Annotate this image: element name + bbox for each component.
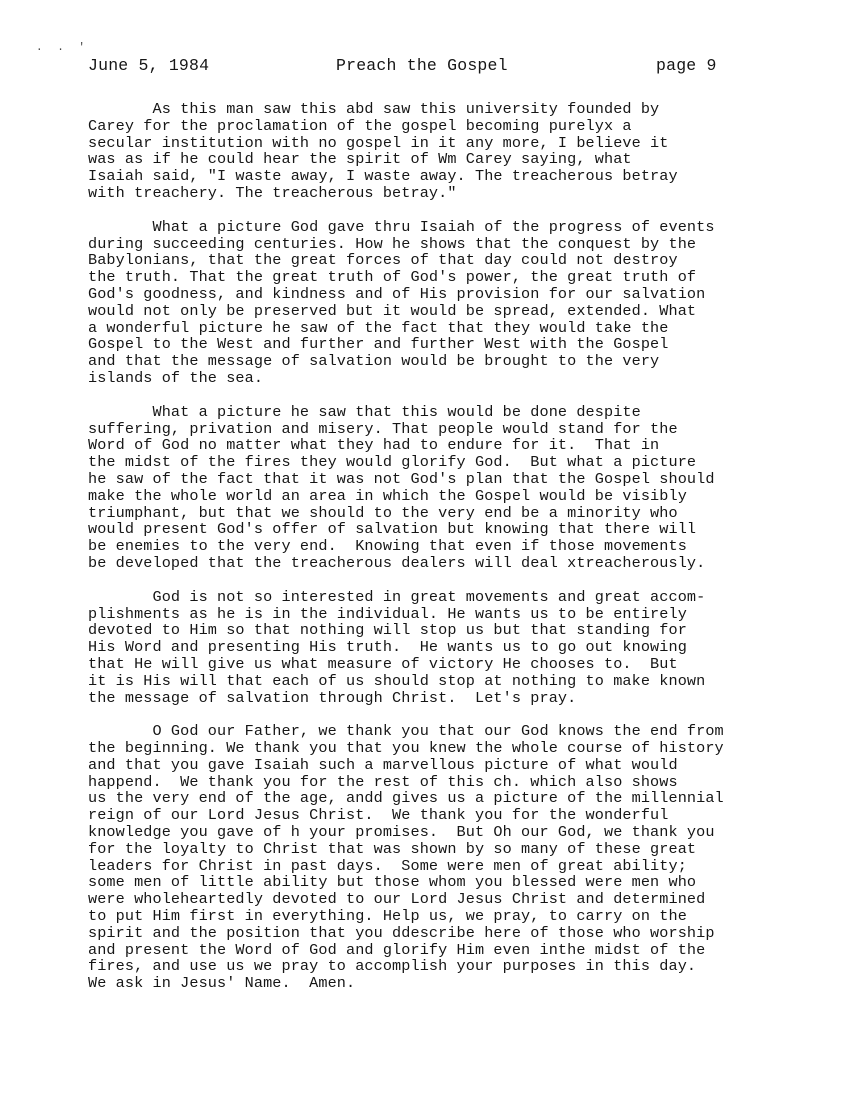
text-line: Word of God no matter what they had to endure for it. That in [88,436,660,455]
text-line: God is not so interested in great movements and great accom- [88,587,706,606]
header-date: June 5, 1984 [88,56,210,75]
text-line: fires, and use us we pray to accomplish your purposes in this day. [88,957,697,976]
text-line: We ask in Jesus' Name. Amen. [88,974,356,993]
text-line: would present God's offer of salvation but knowing that there will [88,520,697,539]
text-line: the truth. That the great truth of God's power, the great truth of [88,268,697,287]
text-line: were wholeheartedly devoted to our Lord Jesus Christ and determined [88,890,706,909]
document-body [88,101,828,1009]
page-header [88,56,768,78]
paragraph-1 [88,101,828,202]
text-line: for the loyalty to Christ that was shown by so many of these great [88,839,697,858]
text-line: Babylonians, that the great forces of that day could not destroy [88,251,678,270]
text-line: secular institution with no gospel in it any more, I believe it [88,133,669,152]
text-line: would not only be preserved but it would be spread, extended. What [88,301,697,320]
text-line: His Word and presenting His truth. He wants us to go out knowing [88,638,687,657]
text-line: he saw of the fact that it was not God's plan that the Gospel should [88,469,715,488]
header-title: Preach the Gospel [336,56,508,75]
text-line: to put Him first in everything. Help us, we pray, to carry on the [88,907,687,926]
text-line: that He will give us what measure of victory He chooses to. But [88,654,678,673]
text-line: and that the message of salvation would be brought to the very [88,352,660,371]
text-line: be enemies to the very end. Knowing that even if those movements [88,537,687,556]
text-line: with treachery. The treacherous betray." [88,183,457,202]
text-line: some men of little ability but those whom you blessed were men who [88,873,697,892]
paragraph-3 [88,404,828,572]
text-line: What a picture God gave thru Isaiah of the progress of events [88,217,715,236]
text-line: the message of salvation through Christ. Let's pray. [88,688,577,707]
text-line: Gospel to the West and further and further West with the Gospel [88,335,669,354]
text-line: and present the Word of God and glorify Him even inthe midst of the [88,940,706,959]
text-line: it is His will that each of us should stop at nothing to make known [88,671,706,690]
text-line: reign of our Lord Jesus Christ. We thank you for the wonderful [88,806,669,825]
text-line: was as if he could hear the spirit of Wm Carey saying, what [88,150,632,169]
text-line: the beginning. We thank you that you knew the whole course of history [88,739,724,758]
text-line: leaders for Christ in past days. Some were men of great ability; [88,856,687,875]
text-line: plishments as he is in the individual. He wants us to be entirely [88,604,687,623]
header-page-number: page 9 [656,56,717,75]
text-line: happend. We thank you for the rest of this ch. which also shows [88,772,678,791]
text-line: and that you gave Isaiah such a marvellous picture of what would [88,755,678,774]
paragraph-2 [88,219,828,387]
text-line: Isaiah said, "I waste away, I waste away. The treacherous betray [88,167,678,186]
text-line: us the very end of the age, andd gives us a picture of the millennial [88,789,724,808]
text-line: make the whole world an area in which the Gospel would be visibly [88,486,687,505]
paragraph-5 [88,723,828,992]
text-line: What a picture he saw that this would be done despite [88,402,641,421]
margin-mark: . . ' [36,42,90,54]
text-line: As this man saw this abd saw this university founded by [88,100,660,118]
text-line: the midst of the fires they would glorify God. But what a picture [88,453,697,472]
paragraph-4 [88,589,828,707]
text-line: during succeeding centuries. How he shows that the conquest by the [88,234,697,253]
text-line: be developed that the treacherous dealers will deal xtreacherously. [88,553,706,572]
text-line: spirit and the position that you ddescribe here of those who worship [88,923,715,942]
text-line: islands of the sea. [88,368,264,387]
text-line: knowledge you gave of h your promises. But Oh our God, we thank you [88,823,715,842]
text-line: O God our Father, we thank you that our God knows the end from [88,722,724,741]
text-line: God's goodness, and kindness and of His provision for our salvation [88,284,706,303]
text-line: triumphant, but that we should to the very end be a minority who [88,503,678,522]
text-line: Carey for the proclamation of the gospel becoming purelyx a [88,116,632,135]
text-line: devoted to Him so that nothing will stop us but that standing for [88,621,687,640]
text-line: suffering, privation and misery. That people would stand for the [88,419,678,438]
text-line: a wonderful picture he saw of the fact that they would take the [88,318,669,337]
